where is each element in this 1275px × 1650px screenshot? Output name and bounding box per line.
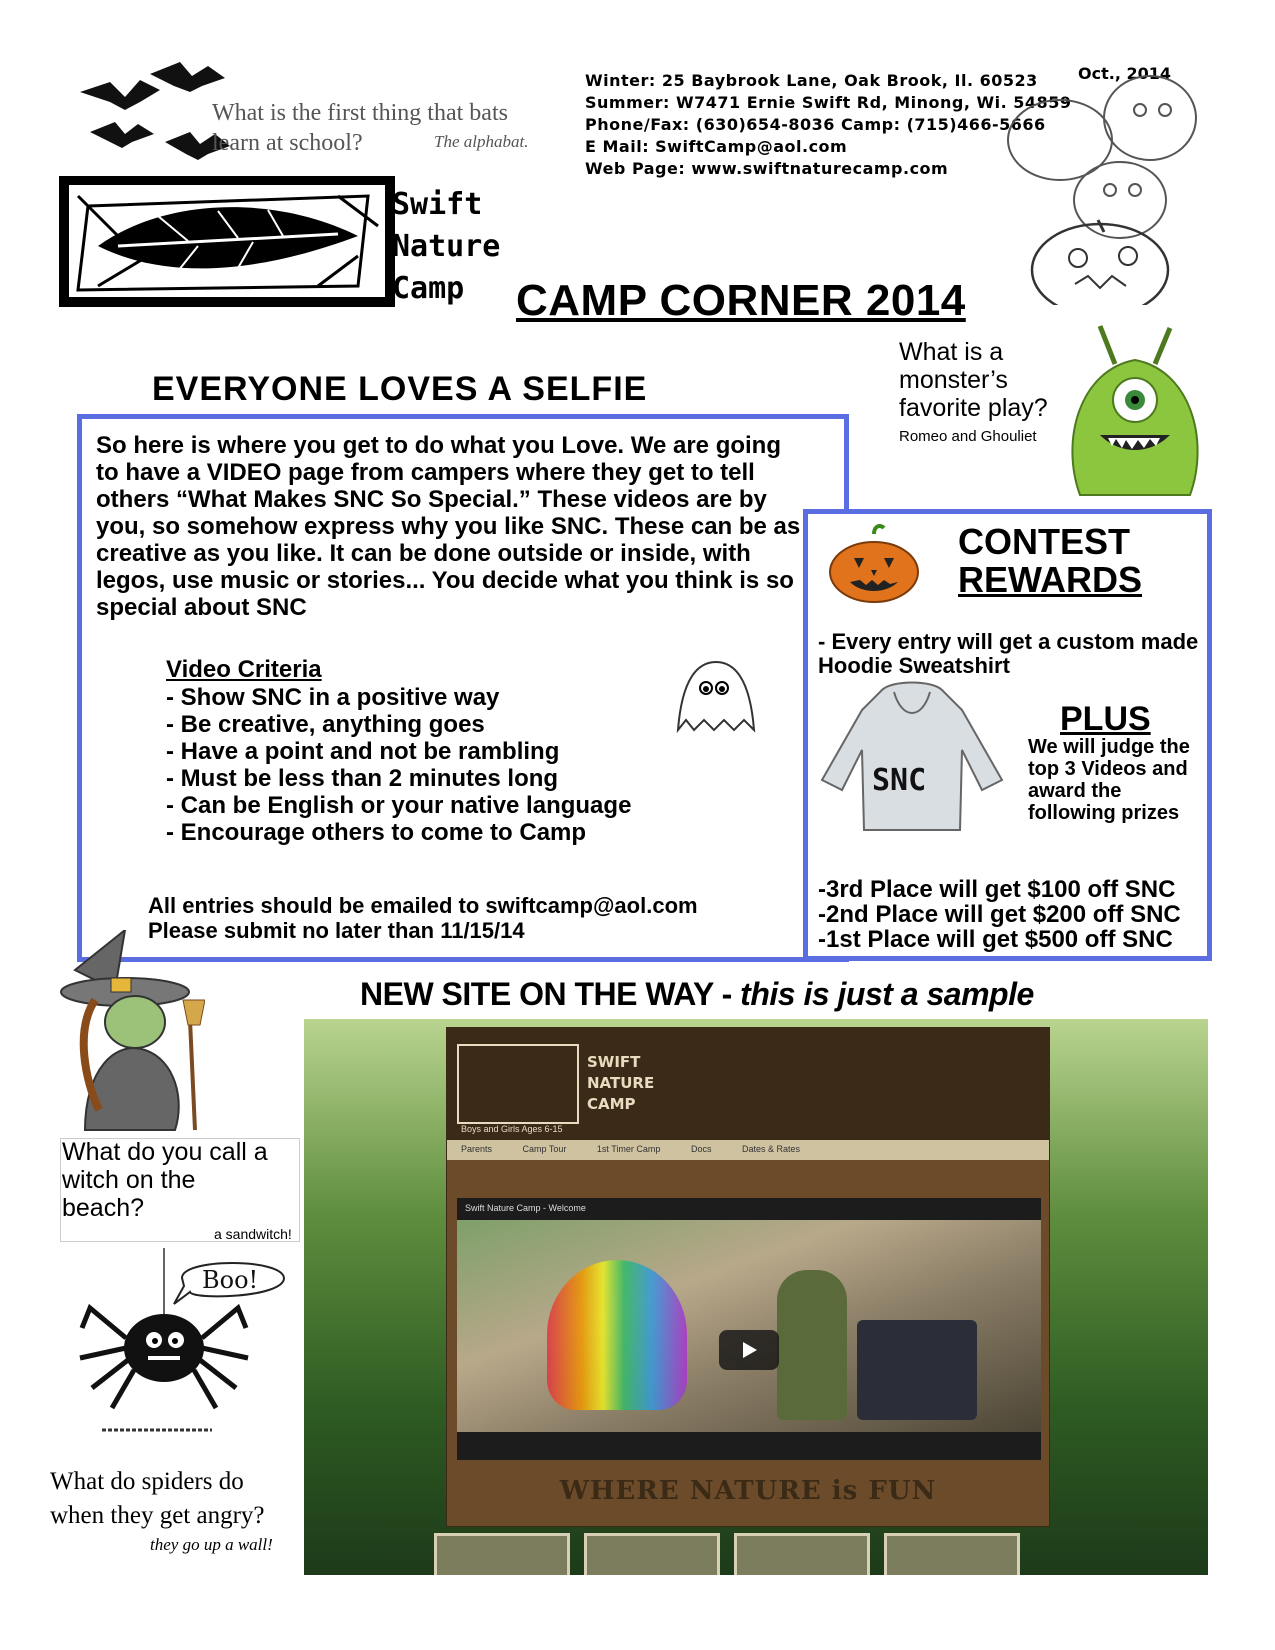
contest-heading-line1: CONTEST: [958, 521, 1131, 562]
spider-question-line2: when they get angry?: [50, 1502, 265, 1529]
ghost-icon: [668, 658, 764, 734]
play-button-icon[interactable]: [719, 1330, 779, 1370]
web-line: Web Page: www.swiftnaturecamp.com: [585, 159, 949, 178]
bats-illustration: [70, 62, 230, 172]
email-line: E Mail: SwiftCamp@aol.com: [585, 137, 848, 156]
bats-question-line1: What is the first thing that bats: [212, 100, 508, 126]
entries-email: All entries should be emailed to swiftcamp@aol.com: [148, 893, 698, 918]
thumbnail[interactable]: [434, 1533, 570, 1575]
sample-site-screenshot: [304, 1019, 1208, 1575]
prize-item: -3rd Place will get $100 off SNC: [818, 876, 1176, 903]
entries-deadline: Please submit no later than 11/15/14: [148, 918, 525, 943]
camp-logo-leaf-icon: [58, 176, 398, 308]
sample-nav-item[interactable]: Parents: [461, 1144, 493, 1154]
bats-answer: The alphabat.: [434, 132, 529, 151]
contest-heading-line2: REWARDS: [958, 559, 1143, 600]
contest-heading: [958, 523, 1142, 599]
video-child-figure: [777, 1270, 847, 1420]
winter-address: Winter: 25 Baybrook Lane, Oak Brook, Il. 60523: [585, 71, 1038, 90]
video-title: Swift Nature Camp - Welcome: [457, 1198, 1041, 1220]
criteria-item: - Be creative, anything goes: [166, 711, 485, 738]
witch-icon: [55, 930, 205, 1135]
spider-question-line1: What do spiders do: [50, 1468, 244, 1495]
criteria-item: - Must be less than 2 minutes long: [166, 765, 559, 792]
hoodie-note: - Every entry will get a custom made Hoodie Sweatshirt: [818, 629, 1199, 678]
thumbnail[interactable]: [884, 1533, 1020, 1575]
logo-line1: Swift: [392, 187, 483, 222]
phone-line: Phone/Fax: (630)654-8036 Camp: (715)466-5666: [585, 115, 1046, 134]
new-site-heading: [360, 976, 1034, 1013]
sample-slogan: WHERE NATURE is FUN: [559, 1476, 937, 1506]
bats-question-line2: learn at school?: [212, 130, 363, 156]
witch-question-line2: witch on the: [62, 1166, 196, 1194]
prize-list: [818, 877, 1181, 952]
plus-heading: PLUS: [1060, 700, 1151, 738]
spider-boo-text: Boo!: [202, 1266, 259, 1294]
sample-nav-item[interactable]: Docs: [690, 1144, 712, 1154]
monster-question-line1: What is a: [899, 338, 1004, 366]
monster-question-line2: monster’s: [899, 366, 1008, 394]
green-monster-icon: [1060, 320, 1210, 500]
sample-logo-line2: NATURE: [587, 1074, 655, 1092]
monster-question-line3: favorite play?: [899, 394, 1048, 422]
sample-logo-text: [587, 1052, 654, 1115]
new-site-lead: NEW SITE ON THE WAY -: [360, 976, 741, 1012]
summer-address: Summer: W7471 Ernie Swift Rd, Minong, Wi. 54859: [585, 93, 1072, 112]
criteria-item: - Show SNC in a positive way: [166, 684, 500, 711]
video-crate: [857, 1320, 977, 1420]
spider-joke: [50, 1465, 265, 1533]
hoodie-text: SNC: [872, 763, 927, 798]
issue-date: Oct., 2014: [1078, 64, 1171, 83]
pumpkins-sketch-icon: [1000, 70, 1215, 305]
selfie-paragraph: So here is where you get to do what you Love. We are going to have a VIDEO page from campers where they get to tell others “What Makes SNC So Special.” These videos are by you, so somehow express why you like SNC. These can be as creative as you like. It can be done outside or inside, with legos, use music or stories... You decide what you think is so special about SNC: [96, 432, 801, 621]
sample-logo-line1: SWIFT: [587, 1053, 641, 1071]
sample-site-header: [447, 1028, 1049, 1140]
selfie-heading: EVERYONE LOVES A SELFIE: [152, 370, 648, 408]
entries-info: [148, 893, 698, 943]
witch-answer: a sandwitch!: [214, 1226, 292, 1242]
thumbnail[interactable]: [734, 1533, 870, 1575]
prize-item: -2nd Place will get $200 off SNC: [818, 901, 1181, 928]
judge-text: We will judge the top 3 Videos and award the following prizes: [1028, 736, 1190, 824]
criteria-item: - Encourage others to come to Camp: [166, 819, 587, 846]
spider-icon: [62, 1248, 302, 1448]
monster-answer: Romeo and Ghouliet: [899, 428, 1037, 445]
video-controls[interactable]: [457, 1432, 1041, 1460]
sample-logo-line3: CAMP: [587, 1095, 636, 1113]
contact-info: [585, 70, 1071, 180]
sample-video-player[interactable]: [457, 1198, 1041, 1460]
logo-line2: Nature: [392, 229, 501, 264]
witch-joke: [62, 1138, 268, 1222]
video-criteria-list: [166, 684, 631, 846]
page-title: CAMP CORNER 2014: [516, 276, 966, 325]
witch-question-line1: What do you call a: [62, 1138, 268, 1166]
prize-item: -1st Place will get $500 off SNC: [818, 926, 1173, 953]
sample-logo-leaf-icon: [457, 1044, 579, 1124]
sample-site-panel: [446, 1027, 1050, 1527]
sample-thumbnails: [434, 1533, 1074, 1575]
logo-line3: Camp: [392, 271, 465, 306]
video-criteria-heading: Video Criteria: [166, 656, 322, 683]
spider-answer: they go up a wall!: [150, 1535, 273, 1554]
jack-o-lantern-icon: [826, 522, 922, 604]
sample-nav: [447, 1140, 1049, 1160]
hoodie-icon: [812, 680, 1012, 850]
witch-question-line3: beach?: [62, 1194, 145, 1222]
criteria-item: - Can be English or your native language: [166, 792, 632, 819]
sample-tagline: Boys and Girls Ages 6-15: [461, 1124, 563, 1134]
criteria-item: - Have a point and not be rambling: [166, 738, 560, 765]
video-frame: [457, 1220, 1041, 1432]
monster-joke: [899, 338, 1048, 422]
logo-text: [392, 184, 500, 310]
sample-nav-item[interactable]: Dates & Rates: [741, 1144, 801, 1154]
new-site-italic: this is just a sample: [740, 976, 1034, 1012]
sample-nav-item[interactable]: Camp Tour: [522, 1144, 567, 1154]
video-child-figure: [547, 1260, 687, 1410]
sample-nav-item[interactable]: 1st Timer Camp: [596, 1144, 661, 1154]
thumbnail[interactable]: [584, 1533, 720, 1575]
